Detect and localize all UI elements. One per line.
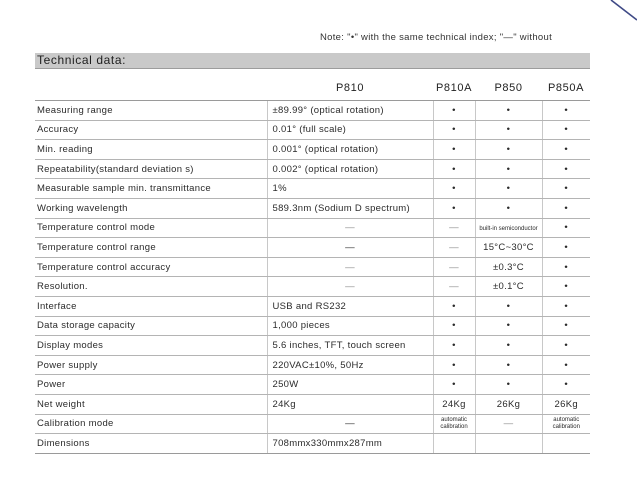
section-header-bar [35,53,590,69]
cell-p810: 1,000 pieces [267,316,433,336]
row-label: Calibration mode [35,414,267,434]
cell-p850: • [475,336,542,356]
table-row [35,355,590,375]
cell-p850a: • [542,198,590,218]
table-row [35,414,590,434]
column-header-p810a: P810A [433,76,475,101]
table-row [35,394,590,414]
cell-p850: • [475,140,542,160]
cell-p850a: • [542,218,590,238]
cell-p850: • [475,198,542,218]
row-label: Data storage capacity [35,316,267,336]
table-row [35,120,590,140]
cell-p810a: automatic calibration [440,416,468,430]
row-label: Power [35,375,267,395]
cell-p850: 15°C~30°C [475,238,542,258]
cell-p810: 5.6 inches, TFT, touch screen [267,336,433,356]
table-row [35,179,590,199]
row-label: Accuracy [35,120,267,140]
cell-p810a: • [433,375,475,395]
table-row [35,434,590,454]
technical-data-table [35,76,590,454]
cell-p850a: • [542,120,590,140]
row-label: Temperature control mode [35,218,267,238]
cell-p850: • [475,355,542,375]
cell-p850: • [475,159,542,179]
table-row [35,101,590,121]
cell-p850: • [475,296,542,316]
legend-note: Note: "•" with the same technical index; "—" without [320,32,553,43]
cell-p810a: — [433,257,475,277]
row-label: Temperature control range [35,238,267,258]
row-label: Net weight [35,394,267,414]
cell-p810a: • [433,159,475,179]
row-label: Interface [35,296,267,316]
cell-p850: — [475,414,542,434]
cell-p850a: • [542,179,590,199]
column-header-parameter [35,76,267,101]
table-row [35,316,590,336]
row-label: Display modes [35,336,267,356]
cell-p850a: automatic calibration [552,416,580,430]
cell-p810a: • [433,140,475,160]
cell-p810: USB and RS232 [267,296,433,316]
cell-p850 [475,434,542,454]
table-row [35,238,590,258]
cell-p850: ±0.1°C [475,277,542,297]
cell-p850: built-in semiconductor [479,226,538,233]
cell-p850a: • [542,296,590,316]
table-row [35,140,590,160]
cell-p850a: • [542,101,590,121]
cell-p850a: • [542,316,590,336]
cell-p850: • [475,375,542,395]
cell-p810: 0.01° (full scale) [267,120,433,140]
row-label: Resolution. [35,277,267,297]
table-row [35,159,590,179]
table-row [35,198,590,218]
cell-p810a: — [433,277,475,297]
cell-p810: — [267,238,433,258]
cell-p850a [542,434,590,454]
cell-p810: 708mmx330mmx287mm [267,434,433,454]
cell-p810a: • [433,336,475,356]
cell-p810a: • [433,101,475,121]
row-label: Power supply [35,355,267,375]
cell-p810a: • [433,355,475,375]
cell-p810: 0.001° (optical rotation) [267,140,433,160]
corner-decoration [607,0,637,22]
cell-p850: • [475,101,542,121]
cell-p810a: • [433,198,475,218]
table-row [35,218,590,238]
cell-p810: — [267,218,433,238]
cell-p810a: • [433,296,475,316]
cell-p810: 24Kg [267,394,433,414]
cell-p810a [433,434,475,454]
table-row [35,296,590,316]
cell-p850: 26Kg [475,394,542,414]
cell-p810: 589.3nm (Sodium D spectrum) [267,198,433,218]
section-title: Technical data: [37,53,127,67]
row-label: Min. reading [35,140,267,160]
cell-p850a: 26Kg [542,394,590,414]
cell-p810: ±89.99° (optical rotation) [267,101,433,121]
cell-p850a: • [542,277,590,297]
table-row [35,257,590,277]
cell-p850a: • [542,257,590,277]
cell-p850: ±0.3°C [475,257,542,277]
cell-p850a: • [542,336,590,356]
table-header-row [35,76,590,101]
row-label: Measuring range [35,101,267,121]
table-row [35,277,590,297]
cell-p810a: • [433,316,475,336]
cell-p810: 250W [267,375,433,395]
cell-p850a: • [542,140,590,160]
column-header-p810: P810 [267,76,433,101]
cell-p850a: • [542,355,590,375]
cell-p810a: — [433,218,475,238]
cell-p810: — [267,277,433,297]
row-label: Working wavelength [35,198,267,218]
cell-p810: 220VAC±10%, 50Hz [267,355,433,375]
cell-p850: • [475,316,542,336]
row-label: Measurable sample min. transmittance [35,179,267,199]
cell-p850: • [475,179,542,199]
cell-p810: — [267,414,433,434]
column-header-p850: P850 [475,76,542,101]
row-label: Repeatability(standard deviation s) [35,159,267,179]
cell-p850a: • [542,159,590,179]
cell-p810a: • [433,120,475,140]
cell-p810a: 24Kg [433,394,475,414]
row-label: Dimensions [35,434,267,454]
cell-p810a: • [433,179,475,199]
cell-p850: • [475,120,542,140]
cell-p810: 0.002° (optical rotation) [267,159,433,179]
cell-p810: — [267,257,433,277]
cell-p810a: — [433,238,475,258]
column-header-p850a: P850A [542,76,590,101]
table-row [35,375,590,395]
row-label: Temperature control accuracy [35,257,267,277]
cell-p810: 1% [267,179,433,199]
cell-p850a: • [542,238,590,258]
table-row [35,336,590,356]
cell-p850a: • [542,375,590,395]
